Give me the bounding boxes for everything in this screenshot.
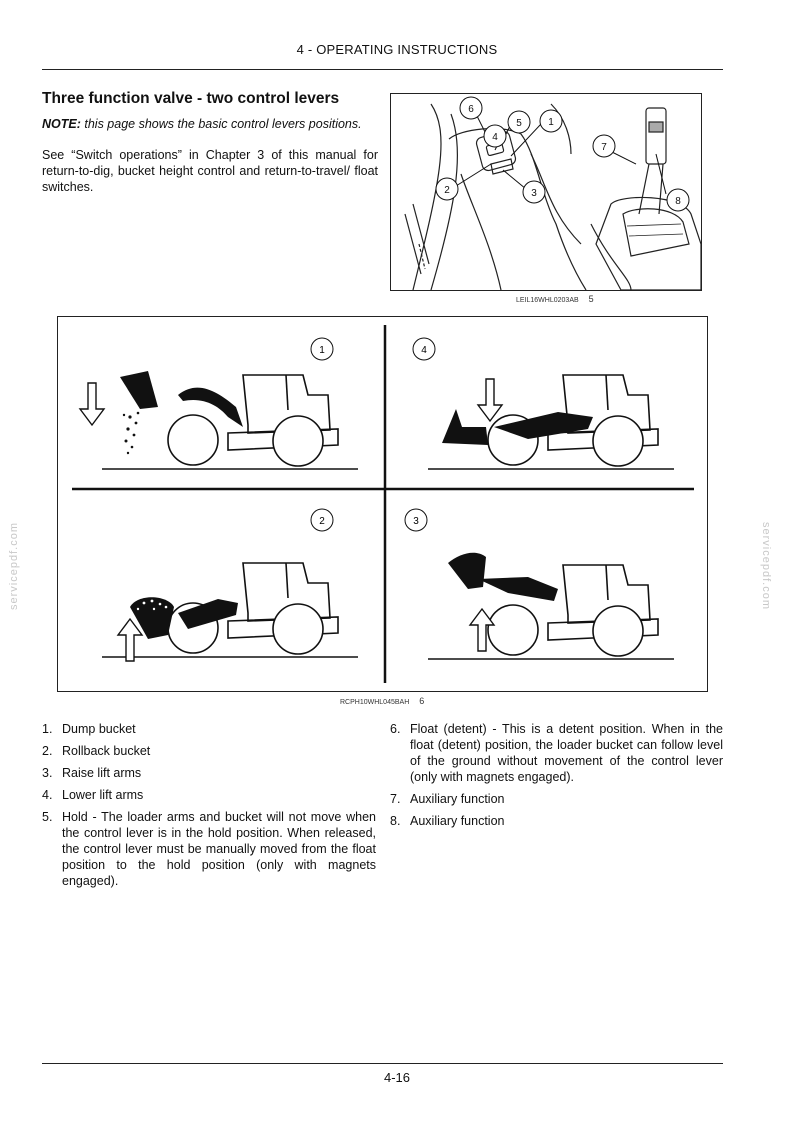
legend-text: Auxiliary function (410, 814, 505, 828)
control-lever-illustration (391, 94, 701, 290)
figure-6-caption (340, 696, 424, 706)
callout-6: 6 (468, 104, 474, 115)
legend-text: Lower lift arms (62, 788, 144, 802)
note (42, 117, 362, 131)
legend-number: 8. (390, 814, 401, 828)
callout-8: 8 (675, 196, 681, 207)
legend-number: 1. (42, 722, 53, 736)
watermark-left: servicepdf.com (7, 522, 20, 610)
legend-number: 2. (42, 744, 53, 758)
callout-5: 5 (516, 118, 522, 129)
section-title: Three function valve - two control levers (42, 90, 340, 107)
legend-number: 4. (42, 788, 53, 802)
callout-2: 2 (444, 185, 450, 196)
panel-rollback-bucket (102, 509, 358, 661)
figure-5-caption (516, 294, 594, 304)
legend-text: Auxiliary function (410, 792, 505, 806)
panel-dump-bucket (80, 338, 358, 469)
legend-item (42, 765, 376, 781)
watermark-right: servicepdf.com (759, 522, 772, 610)
intro-paragraph: See “Switch operations” in Chapter 3 of this manual for return-to-dig, bucket height control and return-to-travel/ float switches. (42, 148, 378, 194)
note-text: this page shows the basic control levers positions. (80, 117, 362, 131)
figure-5-control-levers (390, 93, 702, 291)
legend-number: 6. (390, 722, 401, 736)
legend-right (390, 721, 723, 835)
legend-item (390, 791, 723, 807)
legend-text: Rollback bucket (62, 744, 151, 758)
legend-item (390, 813, 723, 829)
panel-lower-lift-arms (413, 338, 674, 469)
figure-6-loader-positions (57, 316, 708, 692)
figure-5-number: 5 (588, 294, 594, 304)
legend-item (42, 743, 376, 759)
callout-4: 4 (492, 132, 498, 143)
header-rule (42, 69, 723, 70)
legend-text: Dump bucket (62, 722, 136, 736)
callout-3: 3 (531, 188, 537, 199)
legend-text: Raise lift arms (62, 766, 142, 780)
figure-6-code: RCPH10WHL045BAH (340, 699, 410, 706)
legend-number: 3. (42, 766, 53, 780)
note-label: NOTE: (42, 117, 81, 131)
legend-number: 7. (390, 792, 401, 806)
footer-rule (42, 1063, 723, 1064)
callout-1: 1 (548, 117, 554, 128)
legend-number: 5. (42, 810, 53, 824)
callout-7: 7 (601, 142, 607, 153)
figure-5-code: LEIL16WHL0203AB (516, 297, 579, 304)
running-header: 4 - OPERATING INSTRUCTIONS (296, 42, 498, 57)
legend-text: Float (detent) - This is a detent position. When in the float (detent) position, the loader bucket can follow level of the ground without movement of the control lever (only with magnets engaged). (410, 722, 723, 784)
figure-6-number: 6 (419, 696, 425, 706)
panel-label-3: 3 (413, 516, 419, 527)
legend-item (42, 787, 376, 803)
legend-item (390, 721, 723, 785)
page-number: 4-16 (383, 1070, 411, 1085)
panel-raise-lift-arms (405, 509, 674, 659)
loader-positions-illustration (58, 317, 707, 691)
panel-label-1: 1 (319, 345, 325, 356)
panel-label-2: 2 (319, 516, 325, 527)
legend-left (42, 721, 376, 895)
legend-item (42, 721, 376, 737)
legend-text: Hold - The loader arms and bucket will not move when the control lever is in the hold position. When released, the control lever must be manually moved from the float position to the hold position (only with magnets engaged). (62, 810, 376, 888)
legend-item (42, 809, 376, 889)
panel-label-4: 4 (421, 345, 427, 356)
